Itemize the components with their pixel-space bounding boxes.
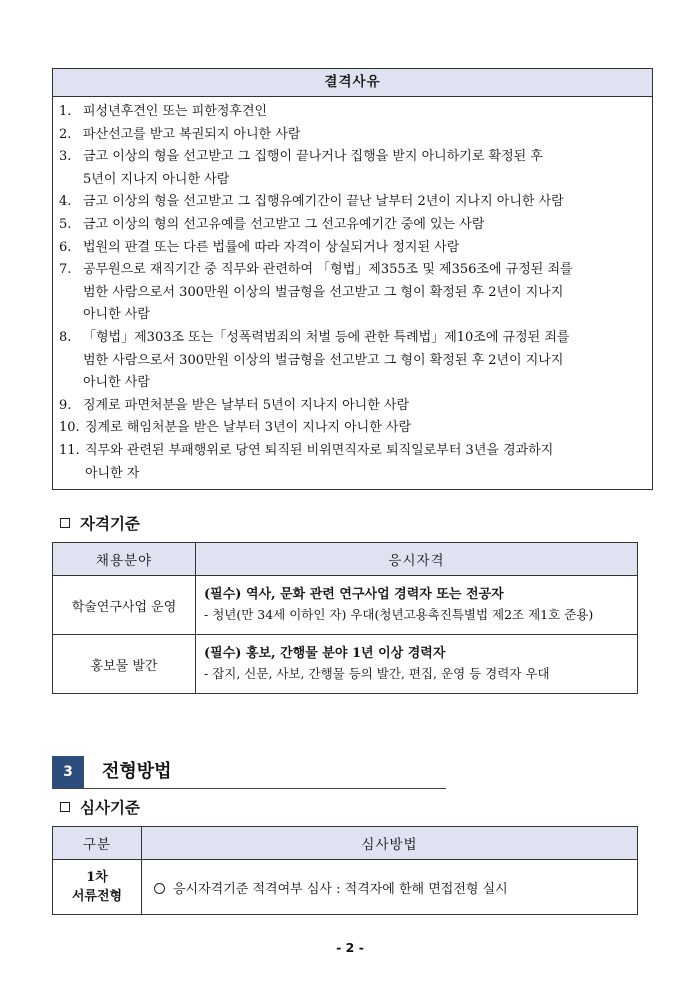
field-cell: 홍보물 발간 (53, 635, 196, 694)
requirement-main: (필수) 역사, 문화 관련 연구사업 경력자 또는 전공자 (204, 587, 504, 602)
criteria-section-title: 심사기준 (56, 796, 140, 818)
method-cell: 응시자격기준 적격여부 심사 : 적격자에 한해 면접전형 실시 (142, 860, 638, 915)
list-item-number: 1. (59, 104, 72, 119)
field-cell: 학술연구사업 운영 (53, 576, 196, 635)
page-number: - 2 - (336, 940, 364, 955)
qualification-section-title: 자격기준 (56, 512, 140, 534)
list-item-line: 범한 사람으로서 300만원 이상의 벌금형을 선고받고 그 형이 확정된 후 2년이 지나지 (83, 284, 564, 300)
section3-heading (52, 756, 446, 789)
list-item-number: 10. (59, 420, 80, 436)
list-item-line: 범한 사람으로서 300만원 이상의 벌금형을 선고받고 그 형이 확정된 후 2년이 지나지 (83, 352, 564, 368)
list-item-number: 3. (59, 149, 72, 165)
list-item-line: 법원의 판결 또는 다른 법률에 따라 자격이 상실되거나 정지된 사람 (83, 239, 460, 255)
list-item-line: 징계로 파면처분을 받은 날부터 5년이 지나지 아니한 사람 (83, 397, 410, 413)
list-item (59, 191, 646, 214)
col-method-header: 심사방법 (142, 827, 638, 860)
list-item-number: 7. (59, 262, 72, 278)
stage-cell: 1차 서류전형 (53, 860, 142, 915)
disqualification-header: 결격사유 (53, 69, 652, 97)
list-item-line: 직무와 관련된 부패행위로 당연 퇴직된 비위면직자로 퇴직일로부터 3년을 경과하지 (85, 442, 554, 458)
qualification-table (52, 542, 638, 694)
list-item (59, 440, 646, 485)
section-number-badge: 3 (52, 756, 84, 788)
disqualification-box (52, 68, 653, 490)
col-stage-header: 구분 (53, 827, 142, 860)
section-title: 전형방법 (102, 761, 172, 782)
list-item-number: 4. (59, 194, 72, 210)
list-item-line: 아니한 사람 (83, 375, 150, 391)
table-row (53, 635, 638, 694)
list-item-number: 9. (59, 397, 72, 413)
list-item-line: 파산선고를 받고 복권되지 아니한 사람 (83, 126, 301, 142)
list-item-line: 아니한 사람 (83, 307, 150, 323)
list-item (59, 146, 646, 191)
list-item (59, 259, 646, 327)
table-row (53, 860, 638, 915)
list-item-line: 「형법」제303조 또는「성폭력범죄의 처벌 등에 관한 특례법」제10조에 규정된 죄를 (83, 329, 570, 345)
list-item-number: 2. (59, 126, 72, 142)
list-item (59, 237, 646, 260)
list-item-line: 금고 이상의 형을 선고받고 그 집행이 끝나거나 집행을 받지 아니하기로 확정된 후 (83, 149, 543, 165)
square-bullet-icon (60, 518, 70, 528)
list-item-number: 11. (59, 442, 80, 458)
circle-bullet-icon (154, 883, 165, 894)
square-bullet-icon (60, 802, 70, 812)
requirement-main: (필수) 홍보, 간행물 분야 1년 이상 경력자 (204, 646, 446, 661)
list-item-line: 5년이 지나지 아니한 사람 (83, 171, 230, 187)
list-item-number: 8. (59, 329, 72, 345)
list-item-line: 금고 이상의 형의 선고유예를 선고받고 그 선고유예기간 중에 있는 사람 (83, 216, 485, 232)
disqualification-list (53, 97, 652, 489)
list-item-line: 징계로 해임처분을 받은 날부터 3년이 지나지 아니한 사람 (85, 420, 412, 436)
requirement-sub: - 청년(만 34세 이하인 자) 우대(청년고용촉진특별법 제2조 제1호 준용) (204, 607, 594, 622)
list-item-number: 6. (59, 239, 72, 255)
table-row (53, 576, 638, 635)
list-item-line: 금고 이상의 형을 선고받고 그 집행유예기간이 끝난 날부터 2년이 지나지 아니한 사람 (83, 194, 564, 210)
list-item (59, 395, 646, 418)
list-item (59, 327, 646, 395)
list-item (59, 417, 646, 440)
list-item (59, 101, 646, 124)
criteria-table (52, 826, 638, 915)
col-requirement-header: 응시자격 (196, 543, 638, 576)
requirement-cell (196, 635, 638, 694)
list-item-number: 5. (59, 216, 72, 232)
list-item (59, 124, 646, 147)
list-item-line: 아니한 자 (85, 465, 140, 481)
requirement-cell (196, 576, 638, 635)
list-item-line: 피성년후견인 또는 피한정후견인 (83, 104, 268, 119)
list-item-line: 공무원으로 재직기간 중 직무와 관련하여 「형법」제355조 및 제356조에 규정된 죄를 (83, 262, 573, 278)
requirement-sub: - 잡지, 신문, 사보, 간행물 등의 발간, 편집, 운영 등 경력자 우대 (204, 666, 550, 681)
col-field-header: 채용분야 (53, 543, 196, 576)
list-item (59, 214, 646, 237)
